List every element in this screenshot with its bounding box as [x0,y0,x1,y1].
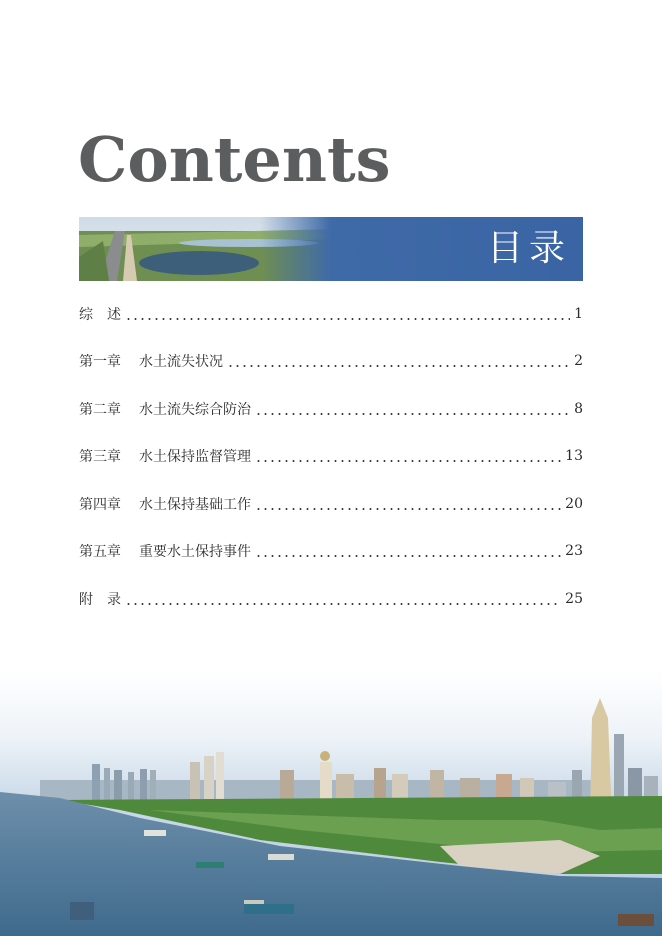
toc-page-number: 20 [565,496,583,512]
toc-chapter-label: 第三章 [79,449,121,465]
toc-leader-dots [125,307,570,321]
toc-page-number: 25 [565,591,583,607]
toc-chapter-label: 附 录 [79,592,121,608]
toc-leader-dots [125,592,561,606]
toc-entry-title: 水土流失综合防治 [139,402,251,418]
toc-page-number: 1 [574,306,583,322]
toc-entry[interactable] [79,397,583,421]
toc-page-number: 13 [565,448,583,464]
toc-page-number: 23 [565,543,583,559]
city-skyline-photo [0,670,662,936]
toc-entry[interactable] [79,444,583,468]
toc-leader-dots [255,497,561,511]
toc-leader-dots [255,449,561,463]
toc-page-number: 8 [574,401,583,417]
page-heading: Contents [78,123,391,196]
toc-entry[interactable] [79,539,583,563]
toc-entry[interactable] [79,302,583,326]
header-banner [79,217,583,281]
toc-leader-dots [255,544,561,558]
toc-entry[interactable] [79,349,583,373]
toc-entry[interactable] [79,492,583,516]
toc-entry-title: 重要水土保持事件 [139,544,251,560]
toc-chapter-label: 综 述 [79,307,121,323]
toc-page-number: 2 [574,353,583,369]
toc-chapter-label: 第五章 [79,544,121,560]
banner-title: 目录 [486,228,571,269]
toc-entry-title: 水土流失状况 [139,354,223,370]
toc-chapter-label: 第四章 [79,497,121,513]
toc-entry-title: 水土保持基础工作 [139,497,251,513]
toc-chapter-label: 第一章 [79,354,121,370]
toc-chapter-label: 第二章 [79,402,121,418]
toc-leader-dots [227,354,570,368]
toc-entry-title: 水土保持监督管理 [139,449,251,465]
toc-entry[interactable] [79,587,583,611]
toc-leader-dots [255,402,570,416]
